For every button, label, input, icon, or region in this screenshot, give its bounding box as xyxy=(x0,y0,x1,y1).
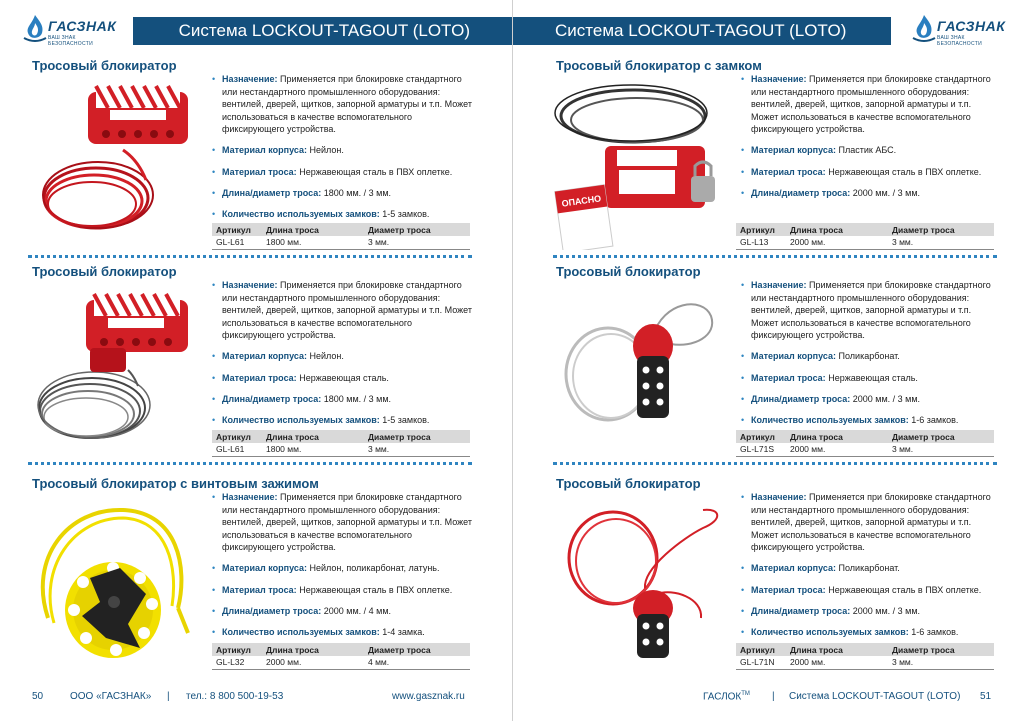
table-row: GL-L13 2000 мм. 3 мм. xyxy=(736,236,994,249)
spec-purpose: • Назначение: Применяется при блокировке стандартного или нестандартного промышленного оборудования: вентилей, дверей, щитков, запорной арматуры и т.п. Может использоваться в качестве вспомогательного фиксирующего устройства. xyxy=(212,279,472,342)
spec-cable-material: • Материал троса: Нержавеющая сталь в ПВХ оплетке. xyxy=(741,166,999,179)
spec-table: Артикул Длина троса Диаметр троса GL-L71N 2000 мм. 3 мм. xyxy=(736,643,994,670)
spec-purpose: • Назначение: Применяется при блокировке стандартного или нестандартного промышленного оборудования: вентилей, дверей, щитков, запорной арматуры и т.п. Может использоваться в качестве вспомогательного фиксирующего устройства. xyxy=(741,279,999,342)
footer-website-link[interactable]: www.gasznak.ru xyxy=(392,691,465,702)
product-specs xyxy=(741,73,999,208)
spec-locks-count: • Количество используемых замков: 1-5 замков. xyxy=(212,414,472,427)
spec-cable-material: • Материал троса: Нержавеющая сталь в ПВХ оплетке. xyxy=(212,584,472,597)
right-page xyxy=(512,0,1024,721)
spec-purpose: • Назначение: Применяется при блокировке стандартного или нестандартного промышленного оборудования: вентилей, дверей, щитков, запорной арматуры и т.п. Может использоваться в качестве вспомогательного фиксирующего устройства. xyxy=(741,491,999,554)
logo-text: ГАСЗНАК xyxy=(48,18,117,34)
logo-text: ГАСЗНАК xyxy=(937,18,1006,34)
table-row: GL-L32 2000 мм. 4 мм. xyxy=(212,656,470,669)
spec-cable-material: • Материал троса: Нержавеющая сталь. xyxy=(741,372,999,385)
spec-table: Артикул Длина троса Диаметр троса GL-L71S 2000 мм. 3 мм. xyxy=(736,430,994,457)
spec-table xyxy=(212,223,470,250)
spec-cable-length: • Длина/диаметр троса: 2000 мм. / 3 мм. xyxy=(741,605,999,618)
footer-page-number: 51 xyxy=(980,691,992,702)
section-divider xyxy=(28,255,472,258)
table-row: GL-L71S 2000 мм. 3 мм. xyxy=(736,443,994,456)
product-specs xyxy=(212,491,472,647)
cable-lockout-gray-image xyxy=(553,286,723,446)
spec-body-material: • Материал корпуса: Нейлон. xyxy=(212,350,472,363)
spec-purpose: • Назначение: Применяется при блокировке стандартного или нестандартного промышленного оборудования: вентилей, дверей, щитков, запорной арматуры и т.п. Может использоваться в качестве вспомогательного фиксирующего устройства. xyxy=(741,73,999,136)
section-divider xyxy=(553,255,997,258)
spec-purpose: • Назначение: Применяется при блокировке стандартного или нестандартного промышленного оборудования: вентилей, дверей, щитков, запорной арматуры и т.п. Может использоваться в качестве вспомогательного фиксирующего устройства. xyxy=(212,73,472,136)
table-row: GL-L61 1800 мм. 3 мм. xyxy=(212,236,470,249)
footer-phone[interactable]: тел.: 8 800 500-19-53 xyxy=(186,691,284,702)
spec-cable-length: • Длина/диаметр троса: 2000 мм. / 3 мм. xyxy=(741,393,999,406)
spec-body-material: • Материал корпуса: Нейлон. xyxy=(212,144,472,157)
col-article: Артикул xyxy=(212,223,262,236)
product-title: Тросовый блокиратор с замком xyxy=(556,58,762,73)
col-diameter: Диаметр троса xyxy=(364,223,470,236)
spec-body-material: • Материал корпуса: Пластик АБС. xyxy=(741,144,999,157)
spec-body-material: • Материал корпуса: Поликарбонат. xyxy=(741,562,999,575)
logo-flame-icon xyxy=(911,13,937,43)
section-divider xyxy=(28,462,472,465)
product-specs xyxy=(741,491,999,647)
logo-flame-icon xyxy=(22,13,48,43)
footer-brand: ГАСЛОК™ xyxy=(703,691,750,703)
spec-cable-length: • Длина/диаметр троса: 2000 мм. / 3 мм. xyxy=(741,187,999,200)
spec-purpose: • Назначение: Применяется при блокировке стандартного или нестандартного промышленного оборудования: вентилей, дверей, щитков, запорной арматуры и т.п. Может использоваться в качестве вспомогательного фиксирующего устройства. xyxy=(212,491,472,554)
logo-subtitle: ВАШ ЗНАК БЕЗОПАСНОСТИ xyxy=(937,35,982,47)
logo-subtitle: ВАШ ЗНАК БЕЗОПАСНОСТИ xyxy=(48,35,93,47)
spec-cable-material: • Материал троса: Нержавеющая сталь в ПВХ оплетке. xyxy=(741,584,999,597)
table-row: GL-L61 1800 мм. 3 мм. xyxy=(212,443,470,456)
footer-separator: | xyxy=(167,691,170,702)
spec-table: Артикул Длина троса Диаметр троса GL-L61 1800 мм. 3 мм. xyxy=(212,430,470,457)
product-specs xyxy=(212,73,472,229)
section-divider xyxy=(553,462,997,465)
table-row: GL-L71N 2000 мм. 3 мм. xyxy=(736,656,994,669)
cable-lockout-red-image xyxy=(28,80,198,240)
cable-lockout-steel-image xyxy=(28,286,198,446)
footer-title: Система LOCKOUT-TAGOUT (LOTO) xyxy=(789,691,961,702)
product-title: Тросовый блокиратор xyxy=(556,476,701,491)
spec-cable-length: • Длина/диаметр троса: 1800 мм. / 3 мм. xyxy=(212,393,472,406)
cable-lockout-red-cable-image xyxy=(553,498,723,658)
footer-company: ООО «ГАСЗНАК» xyxy=(70,691,152,702)
product-title: Тросовый блокиратор xyxy=(32,264,177,279)
spec-locks-count: • Количество используемых замков: 1-5 замков. xyxy=(212,208,472,221)
gasznak-logo xyxy=(22,13,117,47)
spec-cable-material: • Материал троса: Нержавеющая сталь в ПВХ оплетке. xyxy=(212,166,472,179)
spec-table: Артикул Длина троса Диаметр троса GL-L13 2000 мм. 3 мм. xyxy=(736,223,994,250)
spec-locks-count: • Количество используемых замков: 1-4 замка. xyxy=(212,626,472,639)
product-title: Тросовый блокиратор xyxy=(556,264,701,279)
spec-table: Артикул Длина троса Диаметр троса GL-L32 2000 мм. 4 мм. xyxy=(212,643,470,670)
spec-body-material: • Материал корпуса: Нейлон, поликарбонат, латунь. xyxy=(212,562,472,575)
spec-cable-material: • Материал троса: Нержавеющая сталь. xyxy=(212,372,472,385)
danger-tag-label: ОПАСНО xyxy=(560,193,602,209)
cable-lockout-with-lock-image xyxy=(553,80,723,250)
spec-locks-count: • Количество используемых замков: 1-6 замков. xyxy=(741,626,999,639)
spec-cable-length: • Длина/диаметр троса: 1800 мм. / 3 мм. xyxy=(212,187,472,200)
footer-page-number: 50 xyxy=(32,691,44,702)
product-specs xyxy=(212,279,472,435)
cable-lockout-screw-clamp-image xyxy=(28,498,198,658)
page-header-title: Система LOCKOUT-TAGOUT (LOTO) xyxy=(513,17,891,45)
spec-body-material: • Материал корпуса: Поликарбонат. xyxy=(741,350,999,363)
spec-locks-count: • Количество используемых замков: 1-6 замков. xyxy=(741,414,999,427)
spec-cable-length: • Длина/диаметр троса: 2000 мм. / 4 мм. xyxy=(212,605,472,618)
page-header-title: Система LOCKOUT-TAGOUT (LOTO) xyxy=(133,17,512,45)
product-title: Тросовый блокиратор xyxy=(32,58,177,73)
footer-separator: | xyxy=(772,691,775,702)
product-specs xyxy=(741,279,999,435)
product-title: Тросовый блокиратор с винтовым зажимом xyxy=(32,476,319,491)
gasznak-logo xyxy=(911,13,1006,47)
col-length: Длина троса xyxy=(262,223,364,236)
